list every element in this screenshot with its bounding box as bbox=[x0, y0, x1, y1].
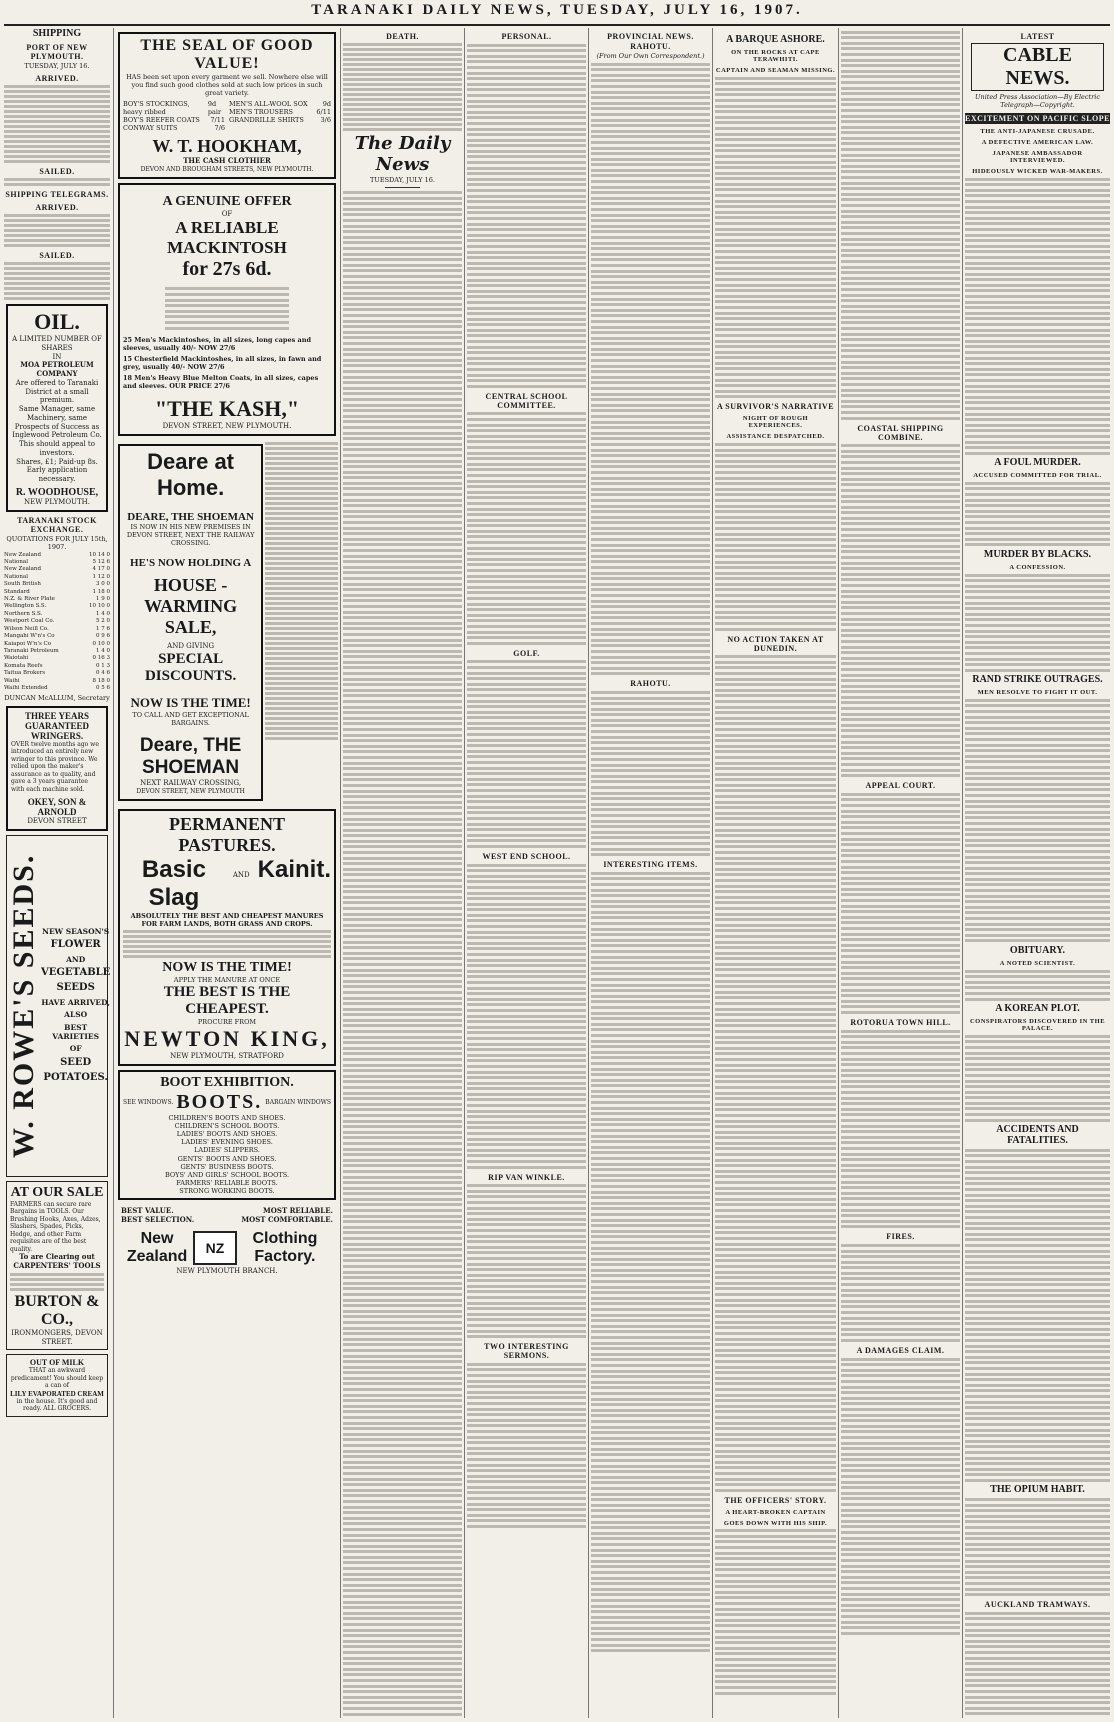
confession-heading: A CONFESSION. bbox=[1009, 564, 1066, 571]
giving-text: AND GIVING bbox=[167, 642, 215, 651]
quote-row bbox=[4, 552, 110, 559]
boot-list-item: LADIES' SLIPPERS. bbox=[194, 1146, 260, 1155]
correspondent-note: (From Our Own Correspondent.) bbox=[596, 52, 705, 60]
best-selection: BEST SELECTION. bbox=[121, 1214, 195, 1224]
kainit: Kainit. bbox=[257, 855, 331, 883]
obituary-heading: OBITUARY. bbox=[1009, 945, 1066, 956]
boot-list-item: GENTS' BOOTS AND SHOES. bbox=[177, 1154, 277, 1163]
text-block bbox=[343, 191, 462, 1718]
defective-heading: A DEFECTIVE AMERICAN LAW. bbox=[981, 139, 1094, 146]
quote-company: Northern S.S. bbox=[4, 610, 43, 617]
seeds-advert bbox=[6, 835, 108, 1177]
woodhouse-name: R. WOODHOUSE, bbox=[15, 486, 99, 498]
holding-text: HE'S NOW HOLDING A bbox=[130, 557, 252, 570]
quote-row bbox=[4, 596, 110, 603]
oil-line: IN bbox=[52, 352, 62, 361]
seeds-line: OF bbox=[69, 1044, 82, 1054]
column-news bbox=[841, 28, 960, 1718]
central-heading: CENTRAL SCHOOL COMMITTEE. bbox=[485, 391, 568, 410]
deare-shoeman: DEARE, THE SHOEMAN bbox=[127, 511, 254, 524]
text-block bbox=[841, 1244, 960, 1342]
deare-footer-name: Deare, THE SHOEMAN bbox=[139, 735, 242, 779]
seal-title: THE SEAL OF GOOD VALUE! bbox=[140, 37, 314, 72]
seeds-line: ALSO bbox=[64, 1010, 88, 1020]
blacks-heading: MURDER BY BLACKS. bbox=[983, 549, 1092, 560]
quote-value: 0 5 6 bbox=[96, 685, 110, 692]
deare-advert bbox=[118, 444, 263, 801]
quote-company: Wellington S.S. bbox=[4, 603, 47, 610]
cable-subheading: United Press Association—By Electric Telegraph—Copyright. bbox=[975, 93, 1100, 109]
seal-advert bbox=[118, 32, 336, 179]
milk-brand: LILY EVAPORATED CREAM bbox=[10, 1389, 104, 1398]
assistance-heading: ASSISTANCE DESPATCHED. bbox=[726, 433, 825, 441]
deare-home-title: Deare at Home. bbox=[147, 449, 235, 501]
quote-row bbox=[4, 603, 110, 610]
rotorua-heading: ROTORUA TOWN HILL. bbox=[850, 1017, 951, 1027]
quote-row bbox=[4, 566, 110, 573]
value-row bbox=[121, 1216, 333, 1225]
oil-line: A LIMITED NUMBER OF SHARES bbox=[12, 335, 102, 352]
quotations-date: QUOTATIONS FOR JULY 15th, 1907. bbox=[6, 534, 108, 551]
quote-row bbox=[4, 648, 110, 655]
permanent-pastures: PERMANENT PASTURES. bbox=[169, 813, 285, 855]
column-provincial bbox=[591, 28, 710, 1718]
quote-value: 1 18 0 bbox=[92, 588, 110, 595]
quote-value: 10 14 0 bbox=[89, 551, 110, 558]
kash-name: "THE KASH," bbox=[154, 396, 300, 422]
wringers-advert bbox=[6, 706, 108, 831]
seeds-line: SEED bbox=[60, 1056, 92, 1068]
price-item: MEN'S ALL-WOOL SOX 9d bbox=[229, 100, 331, 109]
quote-value: 1 9 0 bbox=[96, 596, 110, 603]
sale-text: FARMERS can secure rare Bargains in TOOLS. Our Brushing Hooks, Axes, Adzes, Slashers, Spades, Picks, Hedge, and other Farm requisites are of the best quality. bbox=[10, 1200, 101, 1253]
burton-name: BURTON & CO., bbox=[14, 1292, 100, 1328]
survivor-heading: A SURVIVOR'S NARRATIVE bbox=[716, 402, 835, 412]
quote-row bbox=[4, 618, 110, 625]
seal-text: HAS been set upon every garment we sell. Nowhere else will you find such good clothes sold at such low prices in such great variety. bbox=[126, 73, 328, 98]
appeal-heading: APPEAL COURT. bbox=[865, 781, 936, 791]
barque-heading: A BARQUE ASHORE. bbox=[726, 34, 825, 45]
text-block bbox=[965, 1612, 1110, 1718]
column-barque bbox=[715, 28, 836, 1718]
resolve-heading: MEN RESOLVE TO FIGHT IT OUT. bbox=[977, 689, 1098, 697]
ambassador-heading: JAPANESE AMBASSADOR INTERVIEWED. bbox=[992, 150, 1083, 164]
conspirators-heading: CONSPIRATORS DISCOVERED IN THE PALACE. bbox=[969, 1018, 1106, 1033]
clothing-row bbox=[121, 1229, 333, 1267]
quote-row bbox=[4, 559, 110, 566]
seeds-list bbox=[41, 836, 110, 1176]
best-value: BEST VALUE. bbox=[121, 1206, 174, 1216]
quote-value: 5 2 0 bbox=[96, 618, 110, 625]
sailed-heading: SAILED. bbox=[39, 167, 75, 176]
quote-value: 0 10 0 bbox=[92, 640, 110, 647]
milk-footer: in the house. It's good and ready. ALL GROCERS. bbox=[16, 1397, 98, 1413]
price-item: GRANDRILLE SHIRTS 3/6 bbox=[229, 116, 331, 125]
dunedin-heading: NO ACTION TAKEN AT DUNEDIN. bbox=[727, 634, 824, 653]
text-block bbox=[467, 412, 586, 644]
captain-heading: A HEART-BROKEN CAPTAIN bbox=[725, 1508, 826, 1516]
deare-text: IS NOW IN HIS NEW PREMISES IN DEVON STREET, NEXT THE RAILWAY CROSSING. bbox=[126, 523, 255, 548]
clothing-factory: Clothing Factory. bbox=[252, 1229, 318, 1265]
daily-news-title: The Daily News bbox=[354, 133, 451, 175]
column-divider bbox=[962, 28, 963, 1718]
murder-heading: A FOUL MURDER. bbox=[994, 457, 1081, 469]
death-heading: DEATH. bbox=[386, 32, 419, 41]
branch-text: NEW PLYMOUTH BRANCH. bbox=[176, 1266, 278, 1275]
boot-list-item: LADIES' EVENING SHOES. bbox=[181, 1138, 273, 1147]
quote-value: 10 10 0 bbox=[89, 603, 110, 610]
quote-row bbox=[4, 611, 110, 618]
of-text: OF bbox=[221, 209, 233, 218]
rahotu-heading: RAHOTU. bbox=[630, 42, 671, 51]
text-block bbox=[123, 930, 331, 958]
seeds-line: AND bbox=[66, 954, 86, 964]
text-block bbox=[4, 85, 110, 163]
arrived-heading: ARRIVED. bbox=[35, 74, 79, 83]
hideously-heading: HIDEOUSLY WICKED WAR-MAKERS. bbox=[972, 168, 1103, 175]
genuine-offer: A GENUINE OFFER bbox=[162, 193, 292, 209]
quote-company: National bbox=[4, 573, 28, 580]
crossing-address: DEVON STREET, NEW PLYMOUTH bbox=[136, 788, 245, 796]
quote-company: National bbox=[4, 558, 28, 565]
accused-heading: ACCUSED COMMITTED FOR TRIAL. bbox=[973, 472, 1102, 480]
text-block bbox=[965, 1498, 1110, 1596]
woodhouse-location: NEW PLYMOUTH. bbox=[24, 497, 90, 506]
quote-value: 8 18 0 bbox=[92, 677, 110, 684]
mackintosh-advert bbox=[118, 183, 336, 436]
fires-heading: FIRES. bbox=[886, 1232, 915, 1242]
mack-item: 18 Men's Heavy Blue Melton Coats, in all sizes, capes and sleeves. OUR PRICE 27/6 bbox=[123, 374, 319, 391]
shipping-date: TUESDAY, JULY 16. bbox=[24, 62, 90, 70]
milk-advert bbox=[6, 1354, 108, 1417]
rahotu-heading: RAHOTU. bbox=[630, 679, 671, 689]
text-block bbox=[467, 1363, 586, 1528]
text-block bbox=[841, 793, 960, 1014]
quote-value: 1 7 6 bbox=[96, 625, 110, 632]
warming-sale: HOUSE - WARMING SALE, bbox=[144, 575, 238, 638]
quote-company: South British bbox=[4, 581, 41, 588]
text-block bbox=[265, 442, 338, 740]
text-block bbox=[965, 1149, 1110, 1482]
text-block bbox=[965, 482, 1110, 547]
oil-line: This should appeal to investors. bbox=[19, 440, 95, 457]
most-reliable: MOST RELIABLE. bbox=[263, 1206, 333, 1216]
text-block bbox=[10, 1273, 104, 1291]
text-block bbox=[965, 1035, 1110, 1122]
quote-value: 1 4 0 bbox=[96, 647, 110, 654]
quote-company: N.Z. & River Plate bbox=[4, 596, 55, 603]
text-block bbox=[591, 63, 710, 676]
coastal-heading: COASTAL SHIPPING COMBINE. bbox=[857, 423, 944, 442]
accidents-heading: ACCIDENTS AND FATALITIES. bbox=[996, 1124, 1079, 1147]
col2-side-text bbox=[265, 440, 338, 805]
latest-heading: LATEST bbox=[1020, 32, 1055, 41]
editorial-date: TUESDAY, JULY 16. bbox=[370, 176, 435, 184]
wringers-title: THREE YEARS GUARANTEED WRINGERS. bbox=[24, 710, 89, 741]
arrived-heading: ARRIVED. bbox=[35, 203, 79, 212]
oil-line: Shares, £1; Paid-up 8s. bbox=[16, 457, 98, 466]
boot-list bbox=[123, 1114, 331, 1195]
text-block bbox=[841, 1030, 960, 1229]
hookham-address: DEVON AND BROUGHAM STREETS, NEW PLYMOUTH. bbox=[140, 166, 314, 174]
nz-factory-logo-icon: NZ bbox=[193, 1231, 237, 1265]
tramways-heading: AUCKLAND TRAMWAYS. bbox=[984, 1600, 1091, 1610]
text-block bbox=[343, 43, 462, 131]
quote-row bbox=[4, 626, 110, 633]
column-divider bbox=[340, 28, 341, 1718]
okey-name: OKEY, SON & ARNOLD bbox=[27, 797, 87, 818]
damages-heading: A DAMAGES CLAIM. bbox=[856, 1346, 945, 1355]
column-shipping bbox=[4, 28, 110, 1718]
seeds-line: VEGETABLE bbox=[41, 966, 110, 978]
masthead-rule bbox=[4, 24, 1110, 26]
most-comfortable: MOST COMFORTABLE. bbox=[241, 1214, 333, 1224]
text-block bbox=[965, 178, 1110, 455]
cable-news-heading: CABLE NEWS. bbox=[971, 43, 1104, 91]
opium-heading: THE OPIUM HABIT. bbox=[990, 1484, 1085, 1496]
quote-row bbox=[4, 655, 110, 662]
korean-heading: A KOREAN PLOT. bbox=[995, 1003, 1080, 1015]
west-end-heading: WEST END SCHOOL. bbox=[482, 851, 571, 861]
text-block bbox=[467, 660, 586, 848]
column-editorial bbox=[343, 28, 462, 1718]
night-heading: NIGHT OF ROUGH EXPERIENCES. bbox=[742, 415, 809, 430]
hookham-subtitle: THE CASH CLOTHIER bbox=[183, 156, 271, 166]
boot-list-item: GENTS' BUSINESS BOOTS. bbox=[180, 1162, 274, 1171]
quote-value: 0 1 3 bbox=[96, 662, 110, 669]
boot-list-item: STRONG WORKING BOOTS. bbox=[179, 1187, 275, 1196]
bargain-windows: BARGAIN WINDOWS bbox=[265, 1098, 331, 1106]
text-block bbox=[467, 1184, 586, 1338]
column-personal bbox=[467, 28, 586, 1718]
oil-title: OIL. bbox=[34, 309, 80, 334]
wringers-text: OVER twelve months ago we introduced an entirely new wringer to this province. We relied upon the maker's assurance as to quality, and gave a 3 years guarantee with each machine sold. bbox=[11, 740, 99, 793]
sailed-heading: SAILED. bbox=[39, 251, 75, 260]
mackintosh-price: for 27s 6d. bbox=[182, 258, 272, 281]
quote-company: Komata Reefs bbox=[4, 662, 43, 669]
text-block bbox=[715, 443, 836, 631]
oil-line: MOA PETROLEUM COMPANY bbox=[20, 360, 94, 378]
seeds-line: BEST VARIETIES bbox=[52, 1022, 100, 1042]
price-item: BOY'S STOCKINGS, heavy ribbed 9d pair bbox=[123, 100, 222, 117]
oil-line: Same Manager, same Machinery, same Prospects of Success as Inglewood Petroleum Co. bbox=[12, 405, 102, 440]
quote-row bbox=[4, 685, 110, 692]
quote-value: 5 12 6 bbox=[92, 558, 110, 565]
quote-value: 0 9 6 bbox=[96, 633, 110, 640]
oil-line: Early application necessary. bbox=[26, 466, 88, 483]
text-block bbox=[4, 214, 110, 247]
column-divider bbox=[588, 28, 589, 1718]
quote-row bbox=[4, 574, 110, 581]
now-time: NOW IS THE TIME! bbox=[162, 959, 292, 975]
milk-text: THAT an awkward predicament! You should keep a can of bbox=[10, 1367, 104, 1390]
slag-heading-row bbox=[123, 856, 331, 912]
column-divider bbox=[113, 28, 114, 1718]
quote-value: 4 17 0 bbox=[92, 566, 110, 573]
rip-heading: RIP VAN WINKLE. bbox=[488, 1172, 565, 1182]
text-block bbox=[715, 77, 836, 399]
sale-advert bbox=[6, 1181, 108, 1351]
text-block bbox=[715, 1529, 836, 1694]
now-time: NOW IS THE TIME! bbox=[130, 695, 251, 711]
see-windows: SEE WINDOWS. bbox=[123, 1098, 174, 1106]
text-block bbox=[165, 287, 290, 329]
quote-company: Kaiapoi W'n's Co bbox=[4, 640, 52, 647]
anti-heading: THE ANTI-JAPANESE CRUSADE. bbox=[980, 128, 1095, 135]
quote-row bbox=[4, 663, 110, 670]
quote-company: Taranaki Petroleum bbox=[4, 647, 59, 654]
mack-item: 25 Men's Mackintoshes, in all sizes, long capes and sleeves, usually 40/- NOW 27/6 bbox=[123, 335, 311, 352]
column-divider bbox=[838, 28, 839, 1718]
text-block bbox=[841, 31, 960, 420]
seeds-line: POTATOES. bbox=[43, 1072, 108, 1084]
oil-advert bbox=[6, 304, 108, 512]
sermons-heading: TWO INTERESTING SERMONS. bbox=[484, 1342, 569, 1361]
mack-item: 15 Chesterfield Mackintoshes, in all sizes, in fawn and grey, usually 40/- NOW 27/6 bbox=[123, 354, 322, 371]
quote-company: New Zealand bbox=[4, 551, 41, 558]
boot-heading-row bbox=[123, 1091, 331, 1114]
text-block bbox=[591, 691, 710, 856]
boot-list-item: FARMERS' RELIABLE BOOTS. bbox=[176, 1178, 278, 1187]
text-block bbox=[4, 178, 110, 186]
text-block bbox=[467, 44, 586, 388]
scientist-heading: A NOTED SCIENTIST. bbox=[999, 960, 1076, 967]
rand-heading: RAND STRIKE OUTRAGES. bbox=[972, 674, 1103, 686]
quote-value: 1 4 0 bbox=[96, 610, 110, 617]
text-block bbox=[841, 1358, 960, 1635]
quote-row bbox=[4, 670, 110, 677]
golf-heading: GOLF. bbox=[513, 648, 540, 658]
boot-list-item: BOYS' AND GIRLS' SCHOOL BOOTS. bbox=[164, 1170, 290, 1179]
mackintosh-title: A RELIABLE MACKINTOSH bbox=[167, 218, 287, 258]
quote-row bbox=[4, 589, 110, 596]
text-block bbox=[965, 699, 1110, 943]
okey-address: DEVON STREET bbox=[27, 817, 87, 826]
column-divider bbox=[712, 28, 713, 1718]
quote-row bbox=[4, 581, 110, 588]
text-block bbox=[467, 864, 586, 1169]
clothing-advert bbox=[118, 1204, 336, 1278]
boot-advert bbox=[118, 1070, 336, 1200]
procure-text: PROCURE FROM bbox=[197, 1018, 257, 1027]
seeds-line: FLOWER bbox=[50, 939, 101, 951]
oil-line: Are offered to Taranaki District at a small premium. bbox=[15, 378, 99, 405]
text-block bbox=[841, 444, 960, 777]
boots-title: BOOTS. bbox=[176, 1090, 263, 1113]
interesting-heading: INTERESTING ITEMS. bbox=[603, 860, 698, 870]
provincial-heading: PROVINCIAL NEWS. bbox=[607, 32, 694, 41]
text-block bbox=[965, 574, 1110, 672]
column-divider bbox=[464, 28, 465, 1718]
text-block bbox=[965, 970, 1110, 1001]
column-cable-news bbox=[965, 28, 1110, 1718]
special-discounts: SPECIAL DISCOUNTS. bbox=[144, 651, 237, 685]
kash-address: DEVON STREET, NEW PLYMOUTH. bbox=[162, 422, 292, 431]
price-list bbox=[123, 100, 331, 132]
divider bbox=[385, 187, 421, 188]
crossing-text: NEXT RAILWAY CROSSING, bbox=[140, 779, 242, 788]
port-heading: PORT OF NEW PLYMOUTH. bbox=[26, 43, 88, 61]
quote-company: Wilson Neill Co. bbox=[4, 625, 49, 632]
and-text: AND bbox=[232, 870, 250, 879]
boot-exhibition: BOOT EXHIBITION. bbox=[160, 1074, 294, 1090]
stock-exchange-heading: TARANAKI STOCK EXCHANGE. bbox=[17, 515, 97, 534]
burton-address: IRONMONGERS, DEVON STREET. bbox=[11, 1328, 103, 1346]
quote-company: New Zealand bbox=[4, 566, 41, 573]
quote-value: 0 4 6 bbox=[96, 670, 110, 677]
seeds-line: SEEDS bbox=[56, 982, 95, 994]
price-item: MEN'S TROUSERS 6/11 bbox=[229, 108, 331, 117]
quote-company: Waihi bbox=[4, 677, 20, 684]
seeds-line: NEW SEASON'S bbox=[42, 926, 110, 936]
price-item: CONWAY SUITS 7/6 bbox=[123, 124, 225, 133]
personal-heading: PERSONAL. bbox=[501, 32, 552, 41]
barque-subheading: ON THE ROCKS AT CAPE TERAWHITI. bbox=[731, 49, 820, 63]
quote-company: Standard bbox=[4, 588, 30, 595]
apply-text: APPLY THE MANURE AT ONCE bbox=[173, 975, 281, 984]
boot-list-item: LADIES' BOOTS AND SHOES. bbox=[176, 1130, 278, 1139]
bargains-text: TO CALL AND GET EXCEPTIONAL BARGAINS. bbox=[132, 711, 249, 728]
sale-title: AT OUR SALE bbox=[10, 1184, 104, 1200]
excitement-heading: EXCITEMENT ON PACIFIC SLOPE bbox=[965, 114, 1110, 123]
barque-subheading: CAPTAIN AND SEAMAN MISSING. bbox=[715, 67, 836, 74]
officers-heading: THE OFFICERS' STORY. bbox=[724, 1495, 827, 1505]
boot-list-item: CHILDREN'S BOOTS AND SHOES. bbox=[168, 1113, 286, 1122]
boot-list-item: CHILDREN'S SCHOOL BOOTS. bbox=[174, 1122, 280, 1131]
deare-advert-row bbox=[116, 440, 338, 805]
basic-slag: Basic Slag bbox=[141, 855, 206, 911]
quote-row bbox=[4, 678, 110, 685]
cheapest-text: THE BEST IS THE CHEAPEST. bbox=[163, 984, 291, 1018]
milk-title: OUT OF MILK bbox=[29, 1358, 85, 1368]
quote-row bbox=[4, 641, 110, 648]
quote-value: 3 0 0 bbox=[96, 581, 110, 588]
quotes-footer: DUNCAN McALLUM, Secretary bbox=[4, 693, 110, 702]
text-block bbox=[591, 872, 710, 1653]
slag-advert bbox=[118, 809, 336, 1066]
quote-company: Westport Coal Co. bbox=[4, 618, 55, 625]
text-block bbox=[4, 262, 110, 300]
telegrams-heading: SHIPPING TELEGRAMS. bbox=[5, 190, 109, 199]
text-block bbox=[715, 655, 836, 1491]
carpenters-line: To are Clearing out CARPENTERS' TOOLS bbox=[13, 1252, 101, 1271]
quote-value: 1 12 0 bbox=[92, 573, 110, 580]
masthead: TARANAKI DAILY NEWS, TUESDAY, JULY 16, 1907. bbox=[311, 2, 803, 18]
quote-value: 0 16 3 bbox=[92, 655, 110, 662]
quote-company: Taitua Brokers bbox=[4, 670, 46, 677]
price-item: BOY'S REEFER COATS 7/11 bbox=[123, 116, 225, 125]
slag-text: ABSOLUTELY THE BEST AND CHEAPEST MANURES FOR FARM LANDS, BOTH GRASS AND CROPS. bbox=[130, 911, 324, 928]
column-adverts bbox=[116, 28, 338, 1718]
newton-address: NEW PLYMOUTH, STRATFORD bbox=[170, 1052, 284, 1061]
quote-company: Waiotahi bbox=[4, 655, 29, 662]
quotes-table bbox=[4, 552, 110, 693]
shipping-heading: SHIPPING bbox=[32, 28, 82, 39]
quote-row bbox=[4, 633, 110, 640]
ship-heading: GOES DOWN WITH HIS SHIP. bbox=[723, 1519, 828, 1527]
seeds-vertical-title: W. ROWE'S SEEDS. bbox=[7, 853, 40, 1158]
quote-company: Waihi Extended bbox=[4, 685, 48, 692]
hookham-name: W. T. HOOKHAM, bbox=[152, 136, 302, 157]
nz-title: New Zealand bbox=[126, 1229, 188, 1265]
seeds-line: HAVE ARRIVED, bbox=[41, 997, 110, 1007]
newton-king: NEWTON KING, bbox=[124, 1026, 330, 1052]
quote-company: Mangahi W'n's Co bbox=[4, 633, 55, 640]
